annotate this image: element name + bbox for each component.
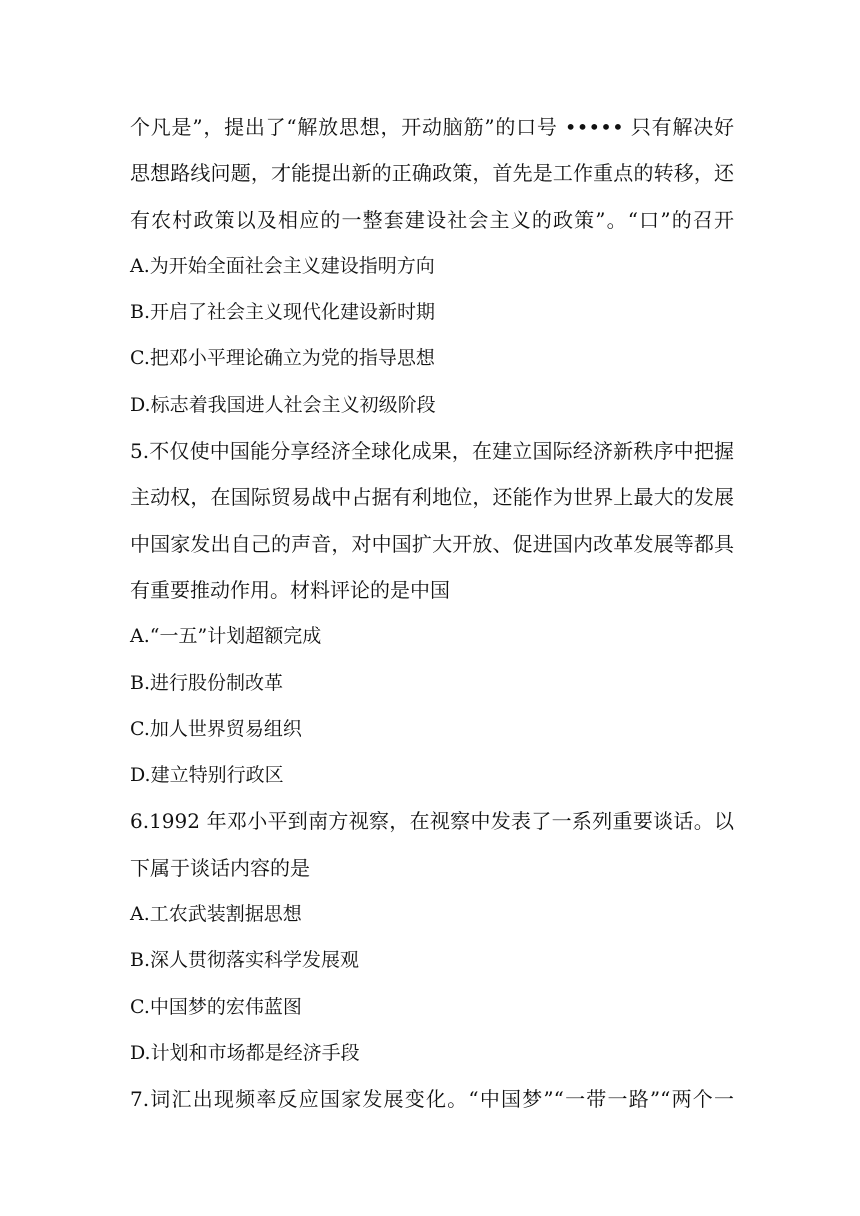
q5-stem-line-2: 主动权，在国际贸易战中占据有利地位，还能作为世界上最大的发展 xyxy=(130,485,734,510)
q5-option-d: D.建立特别行政区 xyxy=(130,764,284,787)
q5-stem-line-3: 中国家发出自己的声音，对中国扩大开放、促进国内改革发展等都具 xyxy=(130,531,734,556)
q6-option-b: B.深人贯彻落实科学发展观 xyxy=(130,949,360,972)
q5-stem-line-4: 有重要推动作用。材料评论的是中国 xyxy=(130,577,450,602)
q4-option-a: A.为开始全面社会主义建设指明方向 xyxy=(130,254,435,277)
q4-option-c: C.把邓小平理论确立为党的指导思想 xyxy=(130,347,435,370)
q6-option-c: C.中国梦的宏伟蓝图 xyxy=(130,995,302,1018)
q5-option-c: C.加人世界贸易组织 xyxy=(130,717,302,740)
q6-option-d: D.计划和市场都是经济手段 xyxy=(130,1041,360,1064)
q7-stem-line-1: 7.词汇出现频率反应国家发展变化。“中国梦”“一带一路”“两个一 xyxy=(130,1087,734,1112)
q6-stem-line-2: 下属于谈话内容的是 xyxy=(130,855,310,880)
q5-option-b: B.进行股份制改革 xyxy=(130,671,284,694)
q4-option-b: B.开启了社会主义现代化建设新时期 xyxy=(130,301,436,324)
q4-stem-line-1: 个凡是”，提出了“解放思想，开动脑筋”的口号 ••••• 只有解决好 xyxy=(130,115,734,139)
q6-option-a: A.工农武装割据思想 xyxy=(130,903,302,926)
q5-stem-line-1: 5.不仅使中国能分享经济全球化成果，在建立国际经济新秩序中把握 xyxy=(130,439,734,464)
q4-option-d: D.标志着我国进人社会主义初级阶段 xyxy=(130,393,436,416)
q4-stem-line-3: 有农村政策以及相应的一整套建设社会主义的政策”。“口”的召开 xyxy=(130,207,734,232)
document-page xyxy=(130,104,740,1123)
q4-stem-line-2: 思想路线问题，才能提出新的正确政策，首先是工作重点的转移，还 xyxy=(130,161,734,186)
q5-option-a: A.“一五”计划超额完成 xyxy=(130,625,322,648)
q6-stem-line-1: 6.1992 年邓小平到南方视察，在视察中发表了一系列重要谈话。以 xyxy=(130,809,734,834)
